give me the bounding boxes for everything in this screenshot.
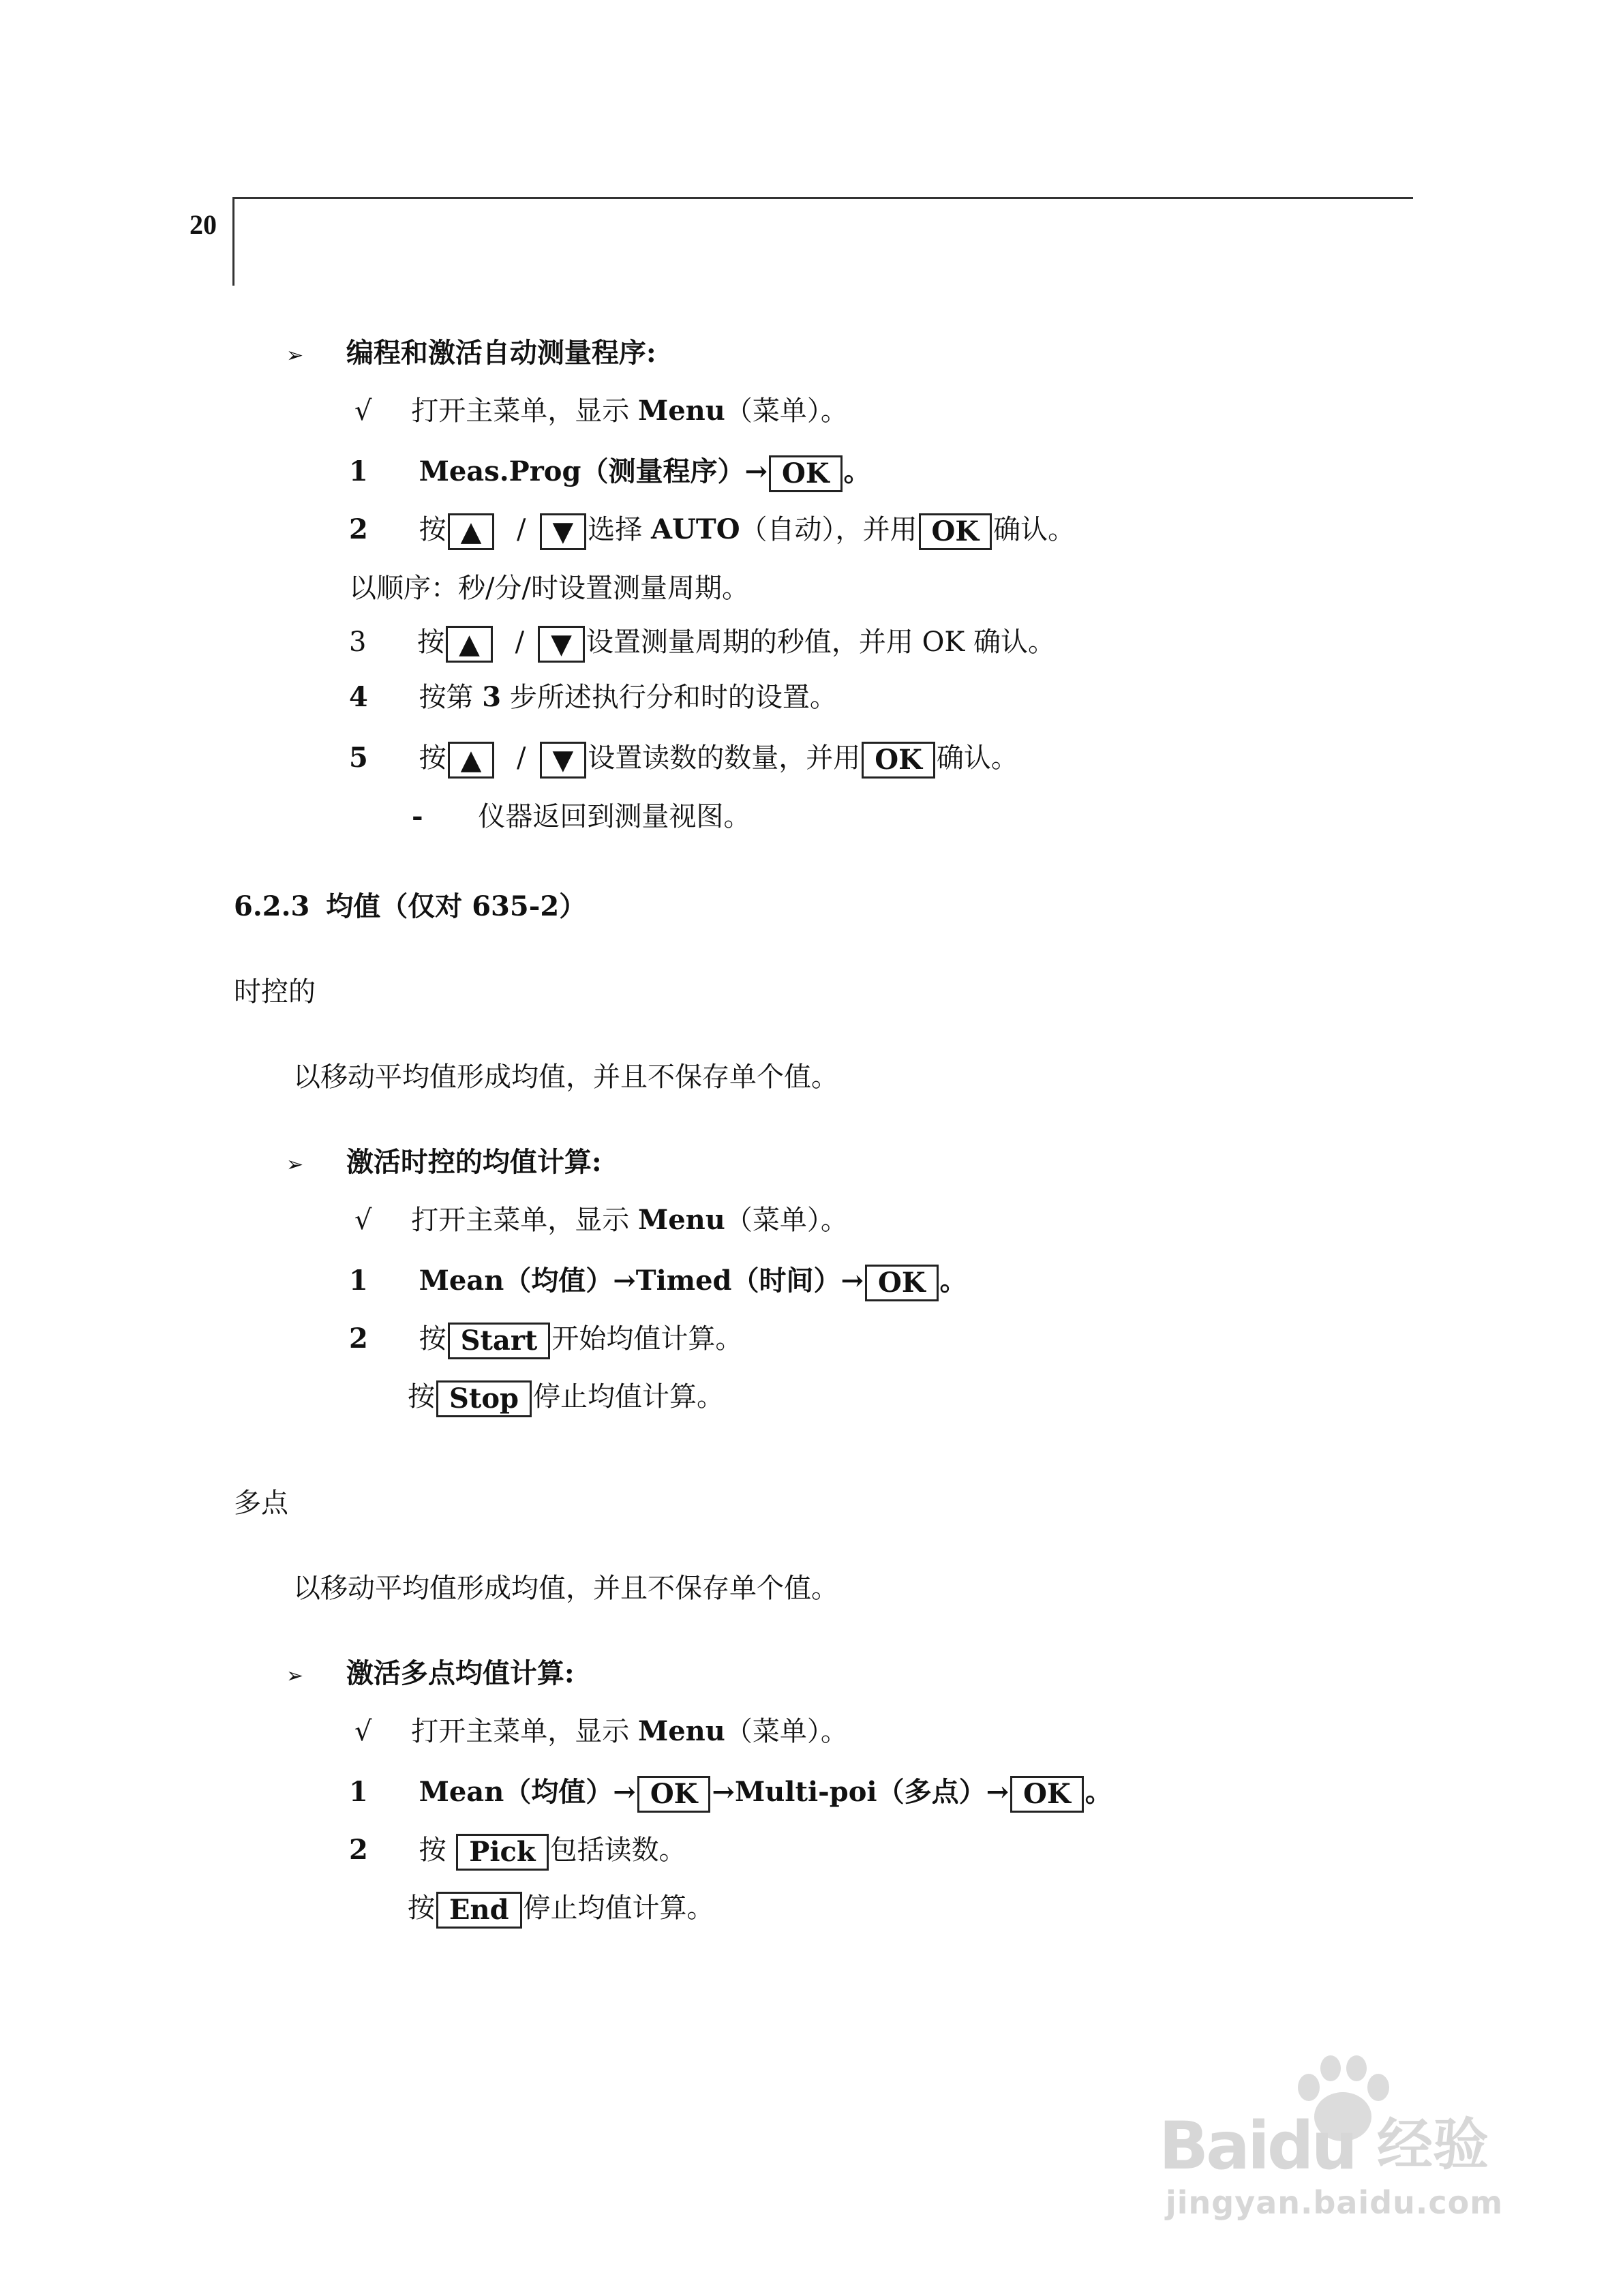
step5-text-a: 设置读数的数量，并用 [588, 742, 861, 774]
multipoint-description: 以移动平均值形成均值，并且不保存单个值。 [293, 1573, 838, 1604]
ok-key[interactable]: OK [919, 513, 992, 550]
page-number: 20 [189, 209, 217, 240]
section1-step5 [349, 742, 1018, 779]
slash: / [517, 742, 526, 774]
watermark-cn: 经验 [1377, 2113, 1489, 2177]
check-text-b: （菜单）。 [725, 1205, 848, 1236]
multipoint-step2b [408, 1892, 714, 1929]
step1-text: Mean（均值）→Timed（时间）→ [419, 1265, 864, 1297]
bullet-arrow-icon: ➢ [286, 1664, 304, 1688]
step-number: 4 [349, 681, 368, 713]
timed-step1 [349, 1265, 967, 1301]
step1-end: 。 [1084, 1776, 1112, 1808]
down-arrow-key[interactable]: ▼ [540, 513, 587, 550]
step-number: 3 [349, 626, 367, 658]
step4-text-a: 按第 [419, 682, 474, 713]
timed-check-line [354, 1204, 848, 1236]
press-label: 按 [419, 1323, 446, 1355]
watermark [1152, 2052, 1534, 2221]
section1-check-line [354, 397, 848, 425]
step2-text-b: （自动），并用 [740, 514, 917, 545]
section-title: 均值（仅对 635-2） [326, 890, 587, 922]
check-mark-icon: √ [354, 1716, 372, 1747]
down-arrow-key[interactable]: ▼ [540, 742, 587, 779]
ok-key[interactable]: OK [769, 455, 843, 492]
step-number: 1 [349, 1265, 368, 1297]
timed-step2b [408, 1380, 724, 1417]
step-number: 1 [349, 455, 368, 487]
multipoint-heading [286, 1657, 575, 1689]
start-key[interactable]: Start [448, 1323, 551, 1359]
multipoint-subheading: 多点 [234, 1487, 288, 1519]
check-mark-icon: √ [354, 395, 372, 427]
step1-end: 。 [939, 1265, 967, 1297]
ok-key[interactable]: OK [865, 1265, 939, 1301]
step-number: 2 [349, 513, 368, 545]
section1-result [412, 800, 751, 832]
auto-label: AUTO [651, 513, 740, 545]
press-label: 按 [417, 626, 445, 658]
section1-heading [286, 339, 656, 367]
step-number: 5 [349, 742, 368, 774]
menu-label: Menu [637, 1204, 725, 1236]
multipoint-title: 激活多点均值计算: [346, 1657, 575, 1689]
press-label: 按 [419, 1834, 446, 1866]
multipoint-check-line [354, 1715, 848, 1747]
step1-text: Meas.Prog（测量程序）→ [419, 455, 768, 487]
slash: / [515, 626, 525, 658]
step2-text-a: 选择 [588, 514, 643, 545]
watermark-brand: Bai [1159, 2108, 1267, 2184]
up-arrow-key[interactable]: ▲ [448, 513, 495, 550]
ok-key[interactable]: OK [862, 742, 935, 779]
step-number: 2 [349, 1323, 368, 1355]
press-label: 按 [408, 1381, 435, 1413]
press-label: 按 [408, 1892, 435, 1924]
section-number: 6.2.3 [234, 890, 310, 922]
check-text-a: 打开主菜单，显示 [411, 395, 630, 427]
step4-bold-num: 3 [482, 681, 502, 713]
stop-key[interactable]: Stop [436, 1380, 532, 1417]
timed-step2 [349, 1323, 742, 1359]
check-text-b: （菜单）。 [725, 1716, 848, 1747]
step2b-text: 停止均值计算。 [533, 1381, 725, 1413]
header-rule-horizontal [234, 197, 1413, 199]
section1-note: 以顺序：秒/分/时设置测量周期。 [349, 573, 749, 604]
step-number: 2 [349, 1834, 368, 1866]
slash: / [517, 514, 526, 545]
multipoint-step1 [349, 1776, 1112, 1813]
result-dash: - [412, 800, 423, 832]
section1-step4 [349, 681, 837, 713]
ok-key[interactable]: OK [637, 1776, 711, 1813]
step1-end: 。 [843, 455, 871, 487]
timed-heading [286, 1146, 602, 1178]
menu-label: Menu [637, 1715, 725, 1747]
ok-key[interactable]: OK [1010, 1776, 1084, 1813]
press-label: 按 [419, 742, 446, 774]
step1-text-a: Mean（均值）→ [419, 1776, 636, 1808]
section1-step1 [349, 455, 871, 492]
section-heading-623 [234, 890, 587, 922]
header-rule-vertical [232, 197, 234, 286]
watermark-url: jingyan.baidu.com [1166, 2184, 1504, 2221]
step2b-text: 停止均值计算。 [523, 1892, 714, 1924]
section1-title: 编程和激活自动测量程序: [346, 337, 656, 369]
bullet-arrow-icon: ➢ [286, 344, 304, 367]
step2-text-c: 确认。 [993, 514, 1076, 545]
watermark-brand2: du [1266, 2108, 1355, 2184]
step3-text: 设置测量周期的秒值，并用 OK 确认。 [586, 626, 1056, 658]
press-label: 按 [419, 514, 446, 545]
step5-text-b: 确认。 [936, 742, 1018, 774]
step2-text: 包括读数。 [549, 1834, 686, 1866]
timed-subheading: 时控的 [234, 976, 316, 1008]
check-text-a: 打开主菜单，显示 [411, 1205, 630, 1236]
section1-step2 [349, 513, 1075, 550]
step1-text-b: →Multi-poi（多点）→ [712, 1776, 1010, 1808]
down-arrow-key[interactable]: ▼ [538, 626, 585, 663]
up-arrow-key[interactable]: ▲ [446, 626, 493, 663]
multipoint-step2 [349, 1834, 686, 1871]
step4-text-b: 步所述执行分和时的设置。 [509, 682, 837, 713]
result-text: 仪器返回到测量视图。 [478, 801, 751, 832]
step2-text: 开始均值计算。 [551, 1323, 743, 1355]
end-key[interactable]: End [436, 1892, 522, 1929]
check-mark-icon: √ [354, 1205, 372, 1236]
check-text-a: 打开主菜单，显示 [411, 1716, 630, 1747]
timed-title: 激活时控的均值计算: [346, 1146, 602, 1178]
check-text-b: （菜单）。 [725, 395, 848, 427]
timed-description: 以移动平均值形成均值，并且不保存单个值。 [293, 1061, 838, 1093]
section1-step3 [349, 626, 1055, 663]
pick-key[interactable]: Pick [456, 1834, 548, 1871]
up-arrow-key[interactable]: ▲ [448, 742, 495, 779]
bullet-arrow-icon: ➢ [286, 1153, 304, 1177]
menu-label: Menu [637, 395, 725, 427]
step-number: 1 [349, 1776, 368, 1808]
